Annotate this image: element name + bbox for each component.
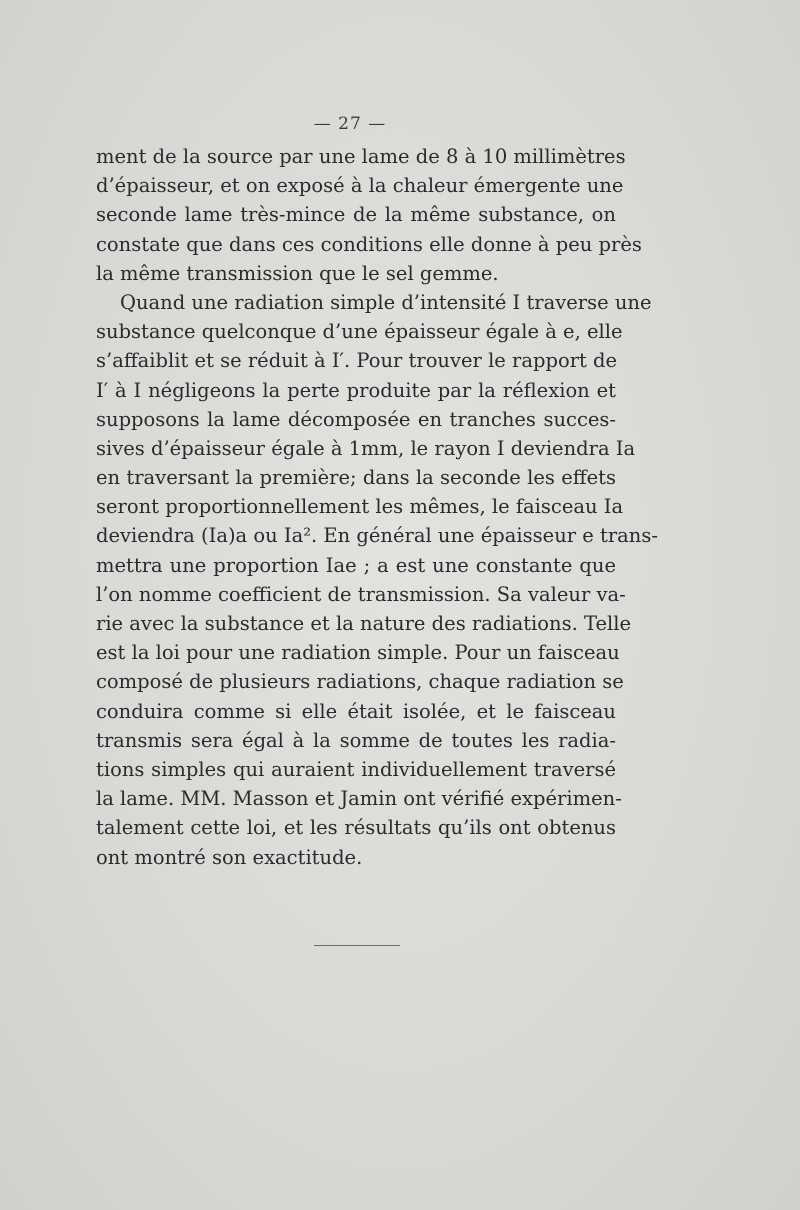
text-line: composé de plusieurs radiations, chaque radiation se: [96, 670, 624, 694]
text-line: conduira comme si elle était isolée, et le faisceau: [96, 699, 616, 723]
page-number: — 27 —: [313, 114, 387, 134]
text-line: transmis sera égal à la somme de toutes les radia-: [96, 728, 616, 752]
text-line: tions simples qui auraient individuellement traversé: [96, 757, 616, 781]
text-line: rie avec la substance et la nature des radiations. Telle: [96, 612, 632, 635]
text-line: l’on nomme coefficient de transmission. Sa valeur va-: [96, 582, 626, 606]
text-line: d’épaisseur, et on exposé à la chaleur émergente une: [96, 174, 624, 198]
text-line: est la loi pour une radiation simple. Pour un faisceau: [96, 641, 620, 665]
text-line: s’affaiblit et se réduit à I′. Pour trouver le rapport de: [96, 349, 618, 373]
text-line: I′ à I négligeons la perte produite par la réflexion et: [96, 378, 616, 402]
body-text: [96, 142, 658, 872]
text-line: talement cette loi, et les résultats qu’ils ont obtenus: [96, 816, 616, 840]
text-line: ment de la source par une lame de 8 à 10 millimètres: [96, 145, 626, 168]
end-rule: [314, 945, 400, 946]
text-line: constate que dans ces conditions elle donne à peu près: [96, 232, 642, 256]
text-line: supposons la lame décomposée en tranches succes-: [96, 407, 616, 431]
text-line: seront proportionnellement les mêmes, le faisceau Ia: [96, 495, 624, 519]
text-line: sives d’épaisseur égale à 1mm, le rayon I deviendra Ia: [96, 436, 636, 460]
text-line: substance quelconque d’une épaisseur égale à e, elle: [96, 320, 623, 344]
text-line: ont montré son exactitude.: [96, 845, 363, 869]
text-line: deviendra (Ia)a ou Ia². En général une épaisseur e trans-: [96, 524, 658, 548]
text-line: Quand une radiation simple d’intensité I traverse une: [120, 290, 652, 314]
text-line: mettra une proportion Iae ; a est une constante que: [96, 553, 616, 577]
text-line: seconde lame très-mince de la même substance, on: [96, 203, 616, 227]
text-line: la lame. MM. Masson et Jamin ont vérifié expérimen-: [96, 787, 622, 811]
text-line: en traversant la première; dans la seconde les effets: [96, 466, 616, 490]
text-line: la même transmission que le sel gemme.: [96, 261, 499, 285]
